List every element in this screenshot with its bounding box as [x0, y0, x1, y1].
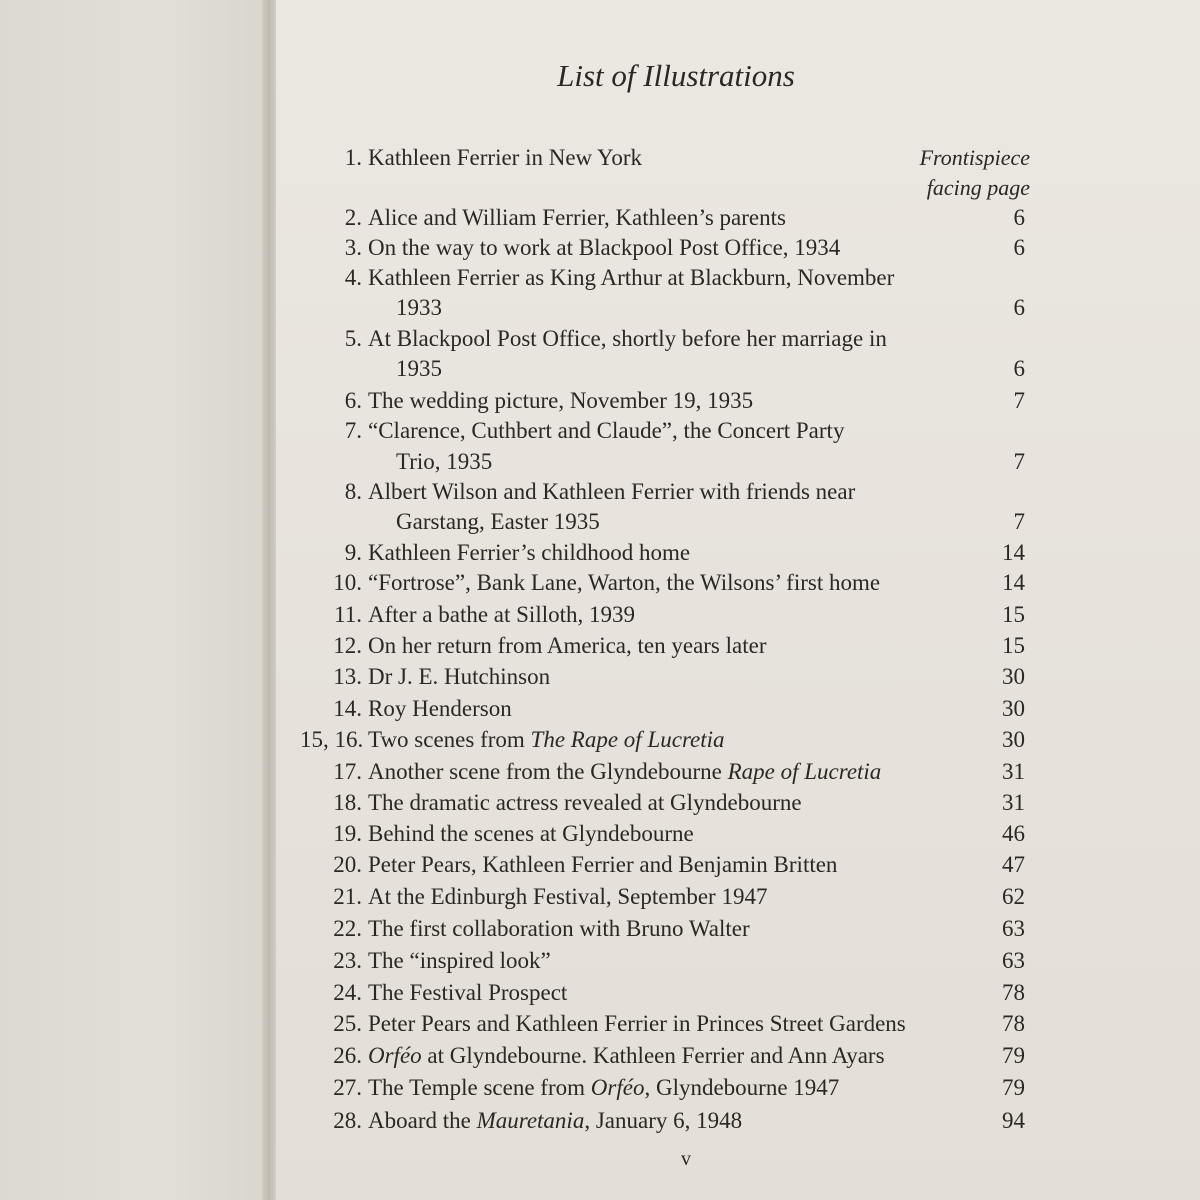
item-page: 47 [1002, 852, 1025, 877]
item-caption: The “inspired look” [368, 948, 551, 973]
item-caption: Behind the scenes at Glyndebourne [368, 821, 694, 846]
item-caption: The wedding picture, November 19, 1935 [368, 388, 754, 413]
item-number: 20. [333, 852, 362, 877]
list-item [300, 600, 1055, 630]
page-number-footer: v [681, 1148, 691, 1170]
item-page: 14 [1002, 570, 1025, 595]
list-item [300, 662, 1055, 692]
item-caption: Peter Pears and Kathleen Ferrier in Princes Street Gardens [368, 1011, 906, 1036]
item-caption: The dramatic actress revealed at Glyndebourne [368, 790, 802, 815]
item-caption: At the Edinburgh Festival, September 1947 [368, 884, 768, 909]
list-item [300, 1009, 1055, 1039]
list-item [300, 538, 1055, 568]
item-caption: At Blackpool Post Office, shortly before her marriage in [368, 326, 887, 351]
item-caption-cont: 1935 [396, 356, 442, 381]
list-item [300, 143, 1055, 173]
list-item [300, 819, 1055, 849]
list-item-continuation [300, 507, 1055, 537]
item-page: 30 [1002, 664, 1025, 689]
item-page: 15 [1002, 602, 1025, 627]
page-title: List of Illustrations [557, 58, 795, 93]
item-caption: Dr J. E. Hutchinson [368, 664, 551, 689]
list-item [300, 263, 1055, 293]
item-caption: Orféo at Glyndebourne. Kathleen Ferrier and Ann Ayars [368, 1043, 885, 1068]
item-page: 46 [1002, 821, 1025, 846]
list-item [300, 233, 1055, 263]
item-caption: “Fortrose”, Bank Lane, Warton, the Wilsons’ first home [368, 570, 881, 595]
list-item [300, 725, 1055, 755]
facing-page-label: facing page [926, 175, 1030, 200]
list-item [300, 946, 1055, 976]
item-number: 15, 16. [300, 727, 364, 752]
item-page: 30 [1002, 727, 1025, 752]
list-item [300, 477, 1055, 507]
list-item [300, 850, 1055, 880]
item-caption: Aboard the Mauretania, January 6, 1948 [368, 1108, 743, 1133]
list-item [300, 978, 1055, 1008]
item-number: 23. [333, 948, 362, 973]
item-caption: The Temple scene from Orféo, Glyndebourne 1947 [368, 1075, 840, 1100]
item-number: 5. [344, 326, 362, 351]
list-item-continuation [300, 447, 1055, 477]
item-caption: “Clarence, Cuthbert and Claude”, the Concert Party [368, 418, 845, 443]
item-number: 13. [333, 664, 362, 689]
frontispiece-label: Frontispiece [919, 145, 1030, 170]
item-number: 11. [334, 602, 362, 627]
item-page: 6 [1013, 356, 1025, 381]
item-number: 26. [333, 1043, 362, 1068]
item-page: 6 [1013, 235, 1025, 260]
item-caption: Another scene from the Glyndebourne Rape of Lucretia [368, 759, 882, 784]
item-page: 31 [1002, 759, 1025, 784]
item-caption: Kathleen Ferrier’s childhood home [368, 540, 691, 565]
item-page: 30 [1002, 696, 1025, 721]
list-item [300, 694, 1055, 724]
item-number: 19. [333, 821, 362, 846]
item-number: 6. [344, 388, 362, 413]
item-page: 6 [1013, 295, 1025, 320]
list-item [300, 203, 1055, 233]
item-number: 24. [333, 980, 362, 1005]
item-page: 79 [1002, 1075, 1025, 1100]
item-caption: Albert Wilson and Kathleen Ferrier with friends near [368, 479, 856, 504]
item-number: 3. [344, 235, 362, 260]
item-caption-cont: Garstang, Easter 1935 [396, 509, 600, 534]
item-caption: Kathleen Ferrier as King Arthur at Blackburn, November [368, 265, 895, 290]
item-number: 28. [333, 1108, 362, 1133]
item-page: 63 [1002, 916, 1025, 941]
item-number: 12. [333, 633, 362, 658]
item-page: 7 [1013, 509, 1025, 534]
list-item [300, 788, 1055, 818]
item-page: 14 [1002, 540, 1025, 565]
item-number: 7. [344, 418, 362, 443]
item-page: 79 [1002, 1043, 1025, 1068]
item-number: 4. [344, 265, 362, 290]
illustrations-list [300, 0, 1060, 1200]
list-item [300, 568, 1055, 598]
item-caption: Peter Pears, Kathleen Ferrier and Benjamin Britten [368, 852, 838, 877]
item-caption: Two scenes from The Rape of Lucretia [368, 727, 725, 752]
list-item [300, 1073, 1055, 1103]
item-caption: The Festival Prospect [368, 980, 568, 1005]
item-caption: Kathleen Ferrier in New York [368, 145, 643, 170]
list-item [300, 324, 1055, 354]
item-caption: Alice and William Ferrier, Kathleen’s parents [368, 205, 786, 230]
item-number: 8. [344, 479, 362, 504]
item-number: 14. [333, 696, 362, 721]
list-item [300, 1106, 1055, 1136]
item-number: 9. [344, 540, 362, 565]
item-caption: The first collaboration with Bruno Walter [368, 916, 750, 941]
item-caption: On her return from America, ten years later [368, 633, 767, 658]
item-page: 7 [1013, 388, 1025, 413]
list-item [300, 757, 1055, 787]
item-caption: After a bathe at Silloth, 1939 [368, 602, 635, 627]
item-caption: On the way to work at Blackpool Post Office, 1934 [368, 235, 841, 260]
list-item [300, 386, 1055, 416]
left-page [0, 0, 268, 1200]
item-number: 10. [333, 570, 362, 595]
item-number: 1. [344, 145, 362, 170]
item-page: 62 [1002, 884, 1025, 909]
item-caption-cont: Trio, 1935 [396, 449, 493, 474]
item-number: 25. [333, 1011, 362, 1036]
list-item [300, 631, 1055, 661]
item-page: 7 [1013, 449, 1025, 474]
item-page: 6 [1013, 205, 1025, 230]
list-item [300, 914, 1055, 944]
item-caption: Roy Henderson [368, 696, 512, 721]
item-page: 31 [1002, 790, 1025, 815]
list-item-continuation [300, 354, 1055, 384]
item-page: 15 [1002, 633, 1025, 658]
list-item [300, 1041, 1055, 1071]
item-number: 17. [333, 759, 362, 784]
item-number: 27. [333, 1075, 362, 1100]
item-number: 21. [333, 884, 362, 909]
item-page: 94 [1002, 1108, 1025, 1133]
item-page: 78 [1002, 1011, 1025, 1036]
list-item [300, 882, 1055, 912]
item-number: 22. [333, 916, 362, 941]
item-number: 18. [333, 790, 362, 815]
list-item [300, 416, 1055, 446]
item-page: 78 [1002, 980, 1025, 1005]
item-number: 2. [344, 205, 362, 230]
item-page: 63 [1002, 948, 1025, 973]
list-item-continuation [300, 293, 1055, 323]
item-caption-cont: 1933 [396, 295, 442, 320]
